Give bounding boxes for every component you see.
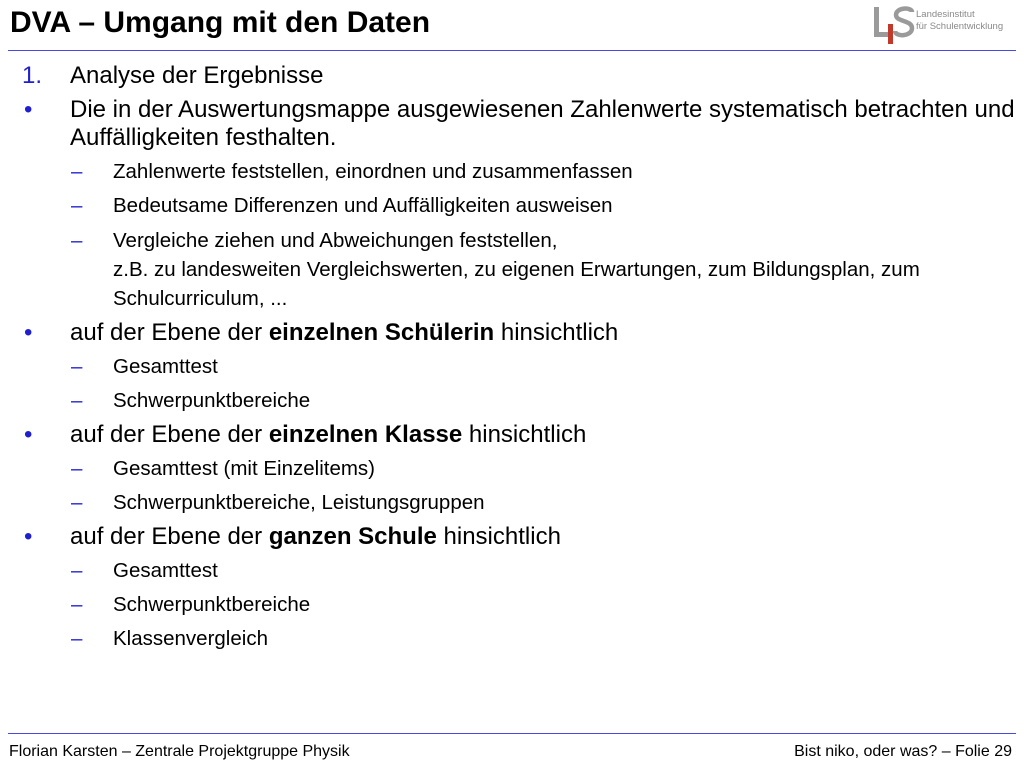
dash-marker: –: [71, 389, 83, 412]
sub-list-item: [0, 489, 993, 517]
dash-marker: –: [71, 627, 83, 650]
item-text-suffix: hinsichtlich: [462, 421, 587, 448]
bullet-marker: •: [24, 319, 33, 346]
sub-list-item: [0, 226, 993, 313]
bullet-marker: •: [24, 96, 33, 123]
sub-list-item: [0, 387, 993, 415]
dash-marker: –: [71, 593, 83, 616]
dash-marker: –: [71, 194, 83, 217]
dash-marker: –: [71, 229, 83, 252]
item-text: Analyse der Ergebnisse: [70, 62, 324, 89]
item-text-prefix: auf der Ebene der: [70, 421, 269, 448]
item-text-prefix: auf der Ebene der: [70, 319, 269, 346]
item-text: Klassenvergleich: [113, 627, 268, 650]
item-text: Gesamttest: [113, 559, 218, 582]
dash-marker: –: [71, 355, 83, 378]
item-text-suffix: hinsichtlich: [494, 319, 619, 346]
item-text: Gesamttest (mit Einzelitems): [113, 457, 375, 480]
dash-marker: –: [71, 559, 83, 582]
logo-line-1: Landesinstitut: [916, 9, 975, 20]
list-item: [0, 523, 1024, 551]
item-text-prefix: auf der Ebene der: [70, 523, 269, 550]
item-text: Schwerpunktbereiche: [113, 389, 311, 412]
sub-list-item: [0, 591, 993, 619]
list-item: [0, 96, 1024, 152]
item-text-bold: ganzen Schule: [268, 523, 437, 550]
slide-content: [0, 62, 1024, 659]
ls-logo-icon: [872, 4, 916, 46]
title-divider: [8, 50, 1016, 51]
bullet-marker: •: [24, 421, 33, 448]
dash-marker: –: [71, 491, 83, 514]
sub-list-item: [0, 625, 993, 653]
item-text: Die in der Auswertungsmappe ausgewiesenen Zahlenwerte systematisch betrachten und Auffälligkeiten festhalten.: [70, 96, 1015, 151]
sub-list-item: [0, 455, 993, 483]
footer-slide-info: Bist niko, oder was? – Folie 29: [794, 743, 1012, 760]
item-text-bold: einzelnen Klasse: [268, 421, 463, 448]
item-text-suffix: hinsichtlich: [436, 523, 561, 550]
number-marker: 1.: [22, 62, 43, 89]
item-text: Schwerpunktbereiche: [113, 593, 311, 616]
logo-text: [916, 9, 1003, 33]
item-text: Schwerpunktbereiche, Leistungsgruppen: [113, 491, 485, 514]
sub-list-item: [0, 192, 993, 220]
list-item: [0, 421, 1024, 449]
footer-divider: [8, 733, 1016, 734]
logo-line-2: für Schulentwicklung: [916, 21, 1004, 32]
sub-list-item: [0, 158, 993, 186]
list-item: [0, 319, 1024, 347]
sub-list-item: [0, 353, 993, 381]
dash-marker: –: [71, 457, 83, 480]
item-text-bold: einzelnen Schülerin: [268, 319, 495, 346]
list-item-heading: [0, 62, 1024, 90]
institute-logo: [872, 4, 1017, 46]
slide-title: DVA – Umgang mit den Daten: [10, 6, 431, 39]
footer-author: Florian Karsten – Zentrale Projektgruppe Physik: [9, 743, 350, 760]
item-text: Bedeutsame Differenzen und Auffälligkeiten ausweisen: [113, 194, 613, 217]
sub-list-item: [0, 557, 993, 585]
item-text-line-2: z.B. zu landesweiten Vergleichswerten, zu eigenen Erwartungen, zum Bildungsplan, zum Schulcurriculum, ...: [113, 258, 920, 310]
bullet-marker: •: [24, 523, 33, 550]
item-text: Zahlenwerte feststellen, einordnen und zusammenfassen: [113, 160, 633, 183]
item-text: Gesamttest: [113, 355, 218, 378]
dash-marker: –: [71, 160, 83, 183]
item-text-line-1: Vergleiche ziehen und Abweichungen feststellen,: [113, 229, 558, 252]
